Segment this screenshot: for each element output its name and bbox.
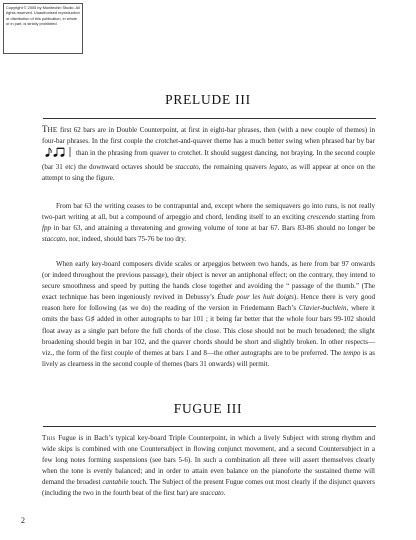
text-run: than in the phrasing from quaver to crotchet. It should suggest dancing, not braying. In the second couple (bar 31 etc) the downward octaves should be bbox=[42, 149, 375, 172]
prelude-divider bbox=[43, 118, 376, 119]
prelude-paragraph-1 bbox=[42, 124, 375, 184]
text-run: , the remaining quavers bbox=[198, 163, 270, 172]
text-run: touch. The Subject of the present Fugue comes out most clearly if the disjunct quavers (including the two in the fourth beat of the first bar) are bbox=[42, 478, 375, 498]
italic-term: staccato bbox=[200, 489, 224, 498]
text-run: , where it omits the bass G♯ added in other autographs to bar 101 ; it being far better that the whole four bars 99-102 should float away as a single part before the full chords of the close. This close should not be much broadened; the slight broadening should begin in bar 102, and the quaver chords should be short and slightly broken. In other respects—viz., the form of the first couple of themes at bars 1 and 8—the other autographs are to be preferred. The bbox=[42, 304, 375, 357]
text-run: , as will appear at once on the attempt to sing the figure. bbox=[42, 163, 375, 183]
prelude-paragraph-3 bbox=[42, 259, 375, 370]
fugue-paragraph-1 bbox=[42, 433, 375, 500]
text-run: starting from bbox=[335, 213, 375, 222]
italic-term: cantabile bbox=[102, 478, 129, 487]
page-number: 2 bbox=[21, 516, 25, 525]
text-run: , nor, indeed, should bars 75-76 be too dry. bbox=[65, 235, 187, 244]
music-notation-icon bbox=[44, 147, 74, 162]
text-run: first 62 bars are in Double Counterpoint, at first in eight-bar phrases, then (with a new couple of themes) in four-bar phrases. In the first couple the crotchet-and-quaver theme has a much better swing when phrased bar by bar bbox=[42, 126, 375, 146]
small-caps-word: HE bbox=[47, 126, 58, 134]
small-caps-word: This bbox=[42, 434, 56, 442]
text-run: is as lively as clearness in the second couple of themes (bars 31 onwards) will permit. bbox=[42, 348, 375, 368]
italic-term: staccato bbox=[42, 235, 66, 244]
prelude-paragraph-2 bbox=[42, 201, 375, 245]
italic-term: Clavier-buchlein bbox=[298, 304, 347, 313]
text-run: in bar 63, and attaining a threatening and growing volume of tone at bar 67. Bars 83-86 should no longer be bbox=[51, 224, 375, 233]
italic-term: fpp bbox=[42, 224, 52, 233]
drop-letter: T bbox=[42, 124, 48, 134]
text-run: . bbox=[223, 489, 226, 498]
text-run: When early key-board composers divide scales or arpeggios between two hands, as here from bar 97 onwards (or indeed throughout the previous passage), their object is never an antiphonal effect; on the contrary, they intend to secure smoothness and speed by putting the hands close together and avoiding the “ passage of the thumb.” (The exact technique has been ingeniously revived in Debussy’s bbox=[42, 260, 375, 302]
copyright-notice: Copyright © 2005 by Monitechin Studio. All rights reserved. Unauthorised reproduction or distribution of this publication, in whole or in part, is strictly prohibited. bbox=[3, 3, 83, 54]
italic-term: staccato bbox=[175, 163, 199, 172]
fugue-heading: FUGUE III bbox=[173, 401, 243, 416]
text-run: From bar 63 the writing ceases to be contrapuntal and, except where the semiquavers go into runs, is not really two-part writing at all, but a compound of arpeggio and chord, lending itself to an exciting bbox=[42, 202, 375, 222]
italic-term: legato bbox=[269, 163, 287, 172]
italic-term: crescendo bbox=[307, 213, 336, 222]
prelude-heading: PRELUDE III bbox=[165, 92, 251, 107]
text-run: ). Hence there is very good reason here for following (as we do) the reading of the version in Friedemann Bach’s bbox=[42, 293, 376, 313]
text-run: Fugue is in Bach’s typical key-board Triple Counterpoint, in which a lively Subject with strong rhythm and wide skips is combined with one Countersubject in flowing conjunct movement, and a second Countersubject in a few long notes forming suspensions (see bars 5-6). In such a combination all three will assert themselves clearly when the tone is evenly balanced; and in order to attain even balance on the pianoforte the sustained theme will demand the broadest bbox=[42, 434, 375, 487]
fugue-divider bbox=[43, 426, 376, 427]
italic-term: tempo bbox=[343, 348, 361, 357]
italic-term: Étude pour les huit doigts bbox=[217, 293, 294, 302]
